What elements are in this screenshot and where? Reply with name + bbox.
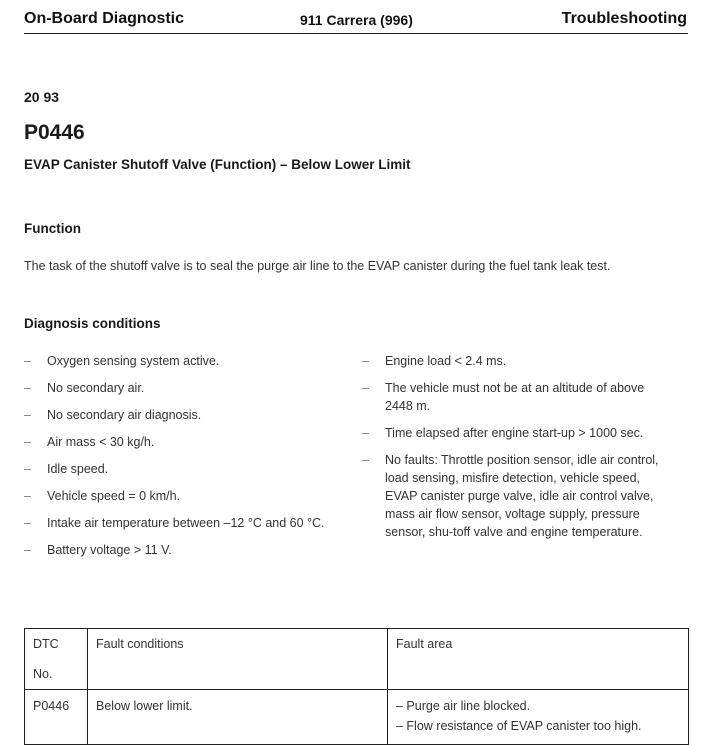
dtc-code: P0446 [24, 121, 85, 144]
table-row [25, 690, 689, 745]
dtc-title: EVAP Canister Shutoff Valve (Function) – Below Lower Limit [24, 157, 411, 172]
diagnosis-conditions-right [362, 352, 662, 550]
bullet-dash: – [24, 408, 31, 422]
list-item: – No secondary air diagnosis. [24, 408, 202, 422]
bullet-dash: – [24, 462, 31, 476]
list-item: – Oxygen sensing system active. [24, 354, 220, 368]
list-item: – No faults: Throttle position sensor, idle air control, load sensing, misfire detection, vehicle speed, EVAP canister purge valve, idle air control valve, mass air flow sensor, voltage supply, pressure sensor, shu-toff valve and engine temperature. [362, 453, 659, 539]
table-header-row [25, 629, 689, 690]
cell-area [388, 690, 689, 745]
fault-table [24, 628, 689, 745]
list-item: – Battery voltage > 11 V. [24, 543, 172, 557]
bullet-dash: – [362, 426, 369, 440]
list-item: – No secondary air. [24, 381, 145, 395]
bullet-dash: – [24, 435, 31, 449]
header-rule [24, 33, 688, 34]
bullet-dash: – [24, 489, 31, 503]
column-header-dtc: DTC No. [25, 629, 88, 690]
column-header-conditions: Fault conditions [88, 629, 388, 690]
bullet-dash: – [24, 381, 31, 395]
list-item: – Time elapsed after engine start-up > 1000 sec. [362, 426, 644, 440]
cell-dtc: P0446 [25, 690, 88, 745]
diagnosis-heading: Diagnosis conditions [24, 316, 161, 331]
list-item: – Engine load < 2.4 ms. [362, 354, 507, 368]
bullet-dash: – [362, 381, 369, 395]
bullet-dash: – [24, 543, 31, 557]
header-model: 911 Carrera (996) [300, 12, 413, 28]
bullet-dash: – [24, 516, 31, 530]
list-item: – The vehicle must not be at an altitude of above 2448 m. [362, 381, 645, 413]
list-item: – Idle speed. [24, 462, 109, 476]
bullet-dash: – [362, 453, 369, 467]
header-category: Troubleshooting [561, 10, 687, 27]
list-item: – Vehicle speed = 0 km/h. [24, 489, 181, 503]
function-heading: Function [24, 221, 81, 236]
column-header-area: Fault area [388, 629, 689, 690]
code-number: 20 93 [24, 89, 60, 105]
header-section-title: On-Board Diagnostic [24, 10, 185, 27]
function-text: The task of the shutoff valve is to seal the purge air line to the EVAP canister during the fuel tank leak test. [24, 259, 611, 273]
bullet-dash: – [362, 354, 369, 368]
diagnosis-conditions-left [24, 352, 344, 568]
list-item: – Air mass < 30 kg/h. [24, 435, 155, 449]
bullet-dash: – [24, 354, 31, 368]
fault-area-item: – Purge air line blocked. [396, 699, 531, 713]
cell-condition: Below lower limit. [88, 690, 388, 745]
list-item: – Intake air temperature between –12 °C and 60 °C. [24, 516, 325, 530]
fault-area-item: – Flow resistance of EVAP canister too high. [396, 719, 642, 733]
